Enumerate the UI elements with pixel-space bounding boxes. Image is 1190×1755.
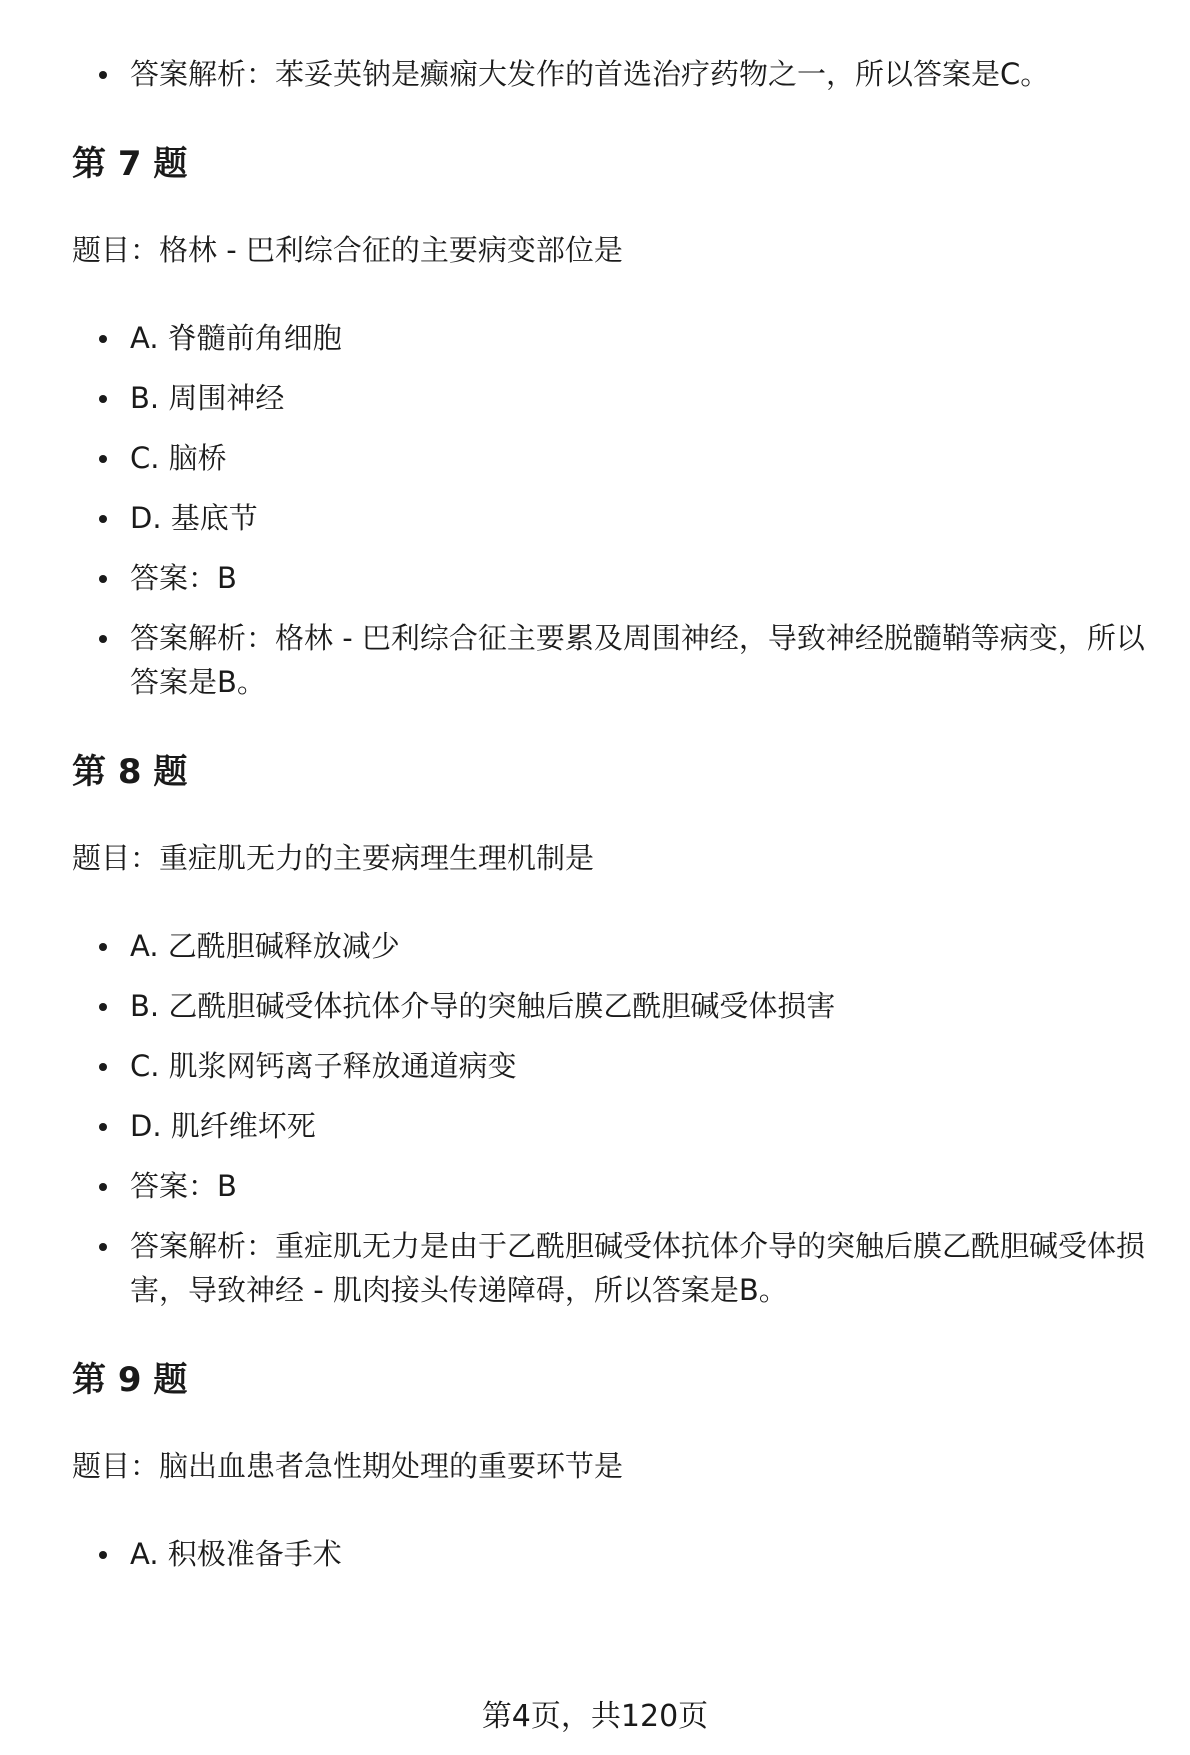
option-d: D. 肌纤维坏死 bbox=[72, 1104, 1162, 1148]
question-stem: 题目：格林 - 巴利综合征的主要病变部位是 bbox=[72, 233, 623, 267]
page-content bbox=[72, 52, 1162, 1576]
option-b: B. 周围神经 bbox=[72, 376, 1162, 420]
option-c: C. 肌浆网钙离子释放通道病变 bbox=[72, 1044, 1162, 1088]
option-a: A. 积极准备手术 bbox=[72, 1532, 1162, 1576]
prev-question-list bbox=[72, 52, 1162, 96]
question-heading: 第 9 题 bbox=[72, 1360, 188, 1400]
answer-explanation: 答案解析：苯妥英钠是癫痫大发作的首选治疗药物之一，所以答案是C。 bbox=[72, 52, 1162, 96]
option-d: D. 基底节 bbox=[72, 496, 1162, 540]
answer: 答案：B bbox=[72, 556, 1162, 600]
option-list bbox=[72, 316, 1162, 704]
answer: 答案：B bbox=[72, 1164, 1162, 1208]
question-heading: 第 7 题 bbox=[72, 144, 188, 184]
option-a: A. 乙酰胆碱释放减少 bbox=[72, 924, 1162, 968]
option-list bbox=[72, 1532, 1162, 1576]
option-c: C. 脑桥 bbox=[72, 436, 1162, 480]
answer-explanation: 答案解析：格林 - 巴利综合征主要累及周围神经，导致神经脱髓鞘等病变，所以答案是B。 bbox=[72, 616, 1162, 704]
option-b: B. 乙酰胆碱受体抗体介导的突触后膜乙酰胆碱受体损害 bbox=[72, 984, 1162, 1028]
option-a: A. 脊髓前角细胞 bbox=[72, 316, 1162, 360]
question-stem: 题目：重症肌无力的主要病理生理机制是 bbox=[72, 841, 595, 875]
question-stem: 题目：脑出血患者急性期处理的重要环节是 bbox=[72, 1449, 624, 1483]
answer-explanation: 答案解析：重症肌无力是由于乙酰胆碱受体抗体介导的突触后膜乙酰胆碱受体损害，导致神经 - 肌肉接头传递障碍，所以答案是B。 bbox=[72, 1224, 1162, 1312]
question-heading: 第 8 题 bbox=[72, 752, 188, 792]
option-list bbox=[72, 924, 1162, 1312]
page-footer: 第4页，共120页 bbox=[481, 1699, 709, 1734]
